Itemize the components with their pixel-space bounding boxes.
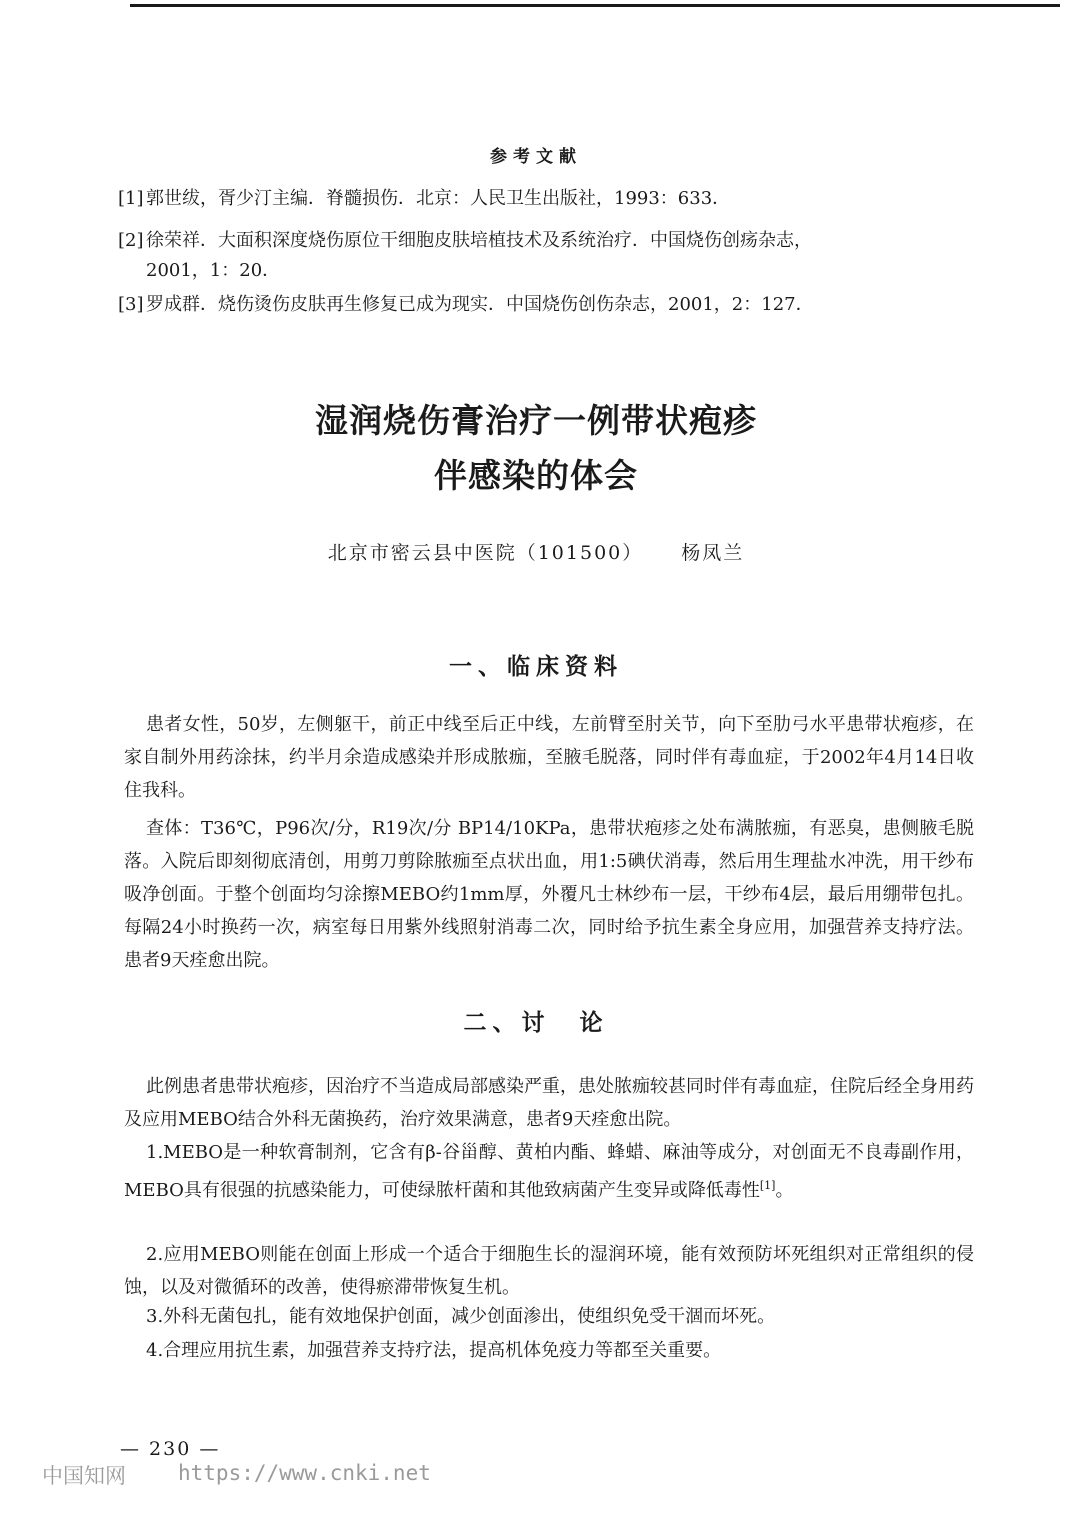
source-url[interactable]: https://www.cnki.net	[178, 1461, 431, 1485]
references-heading: 参考文献	[490, 147, 582, 167]
affiliation-line	[0, 538, 1072, 565]
section-heading-clinical-data: 一、临床资料	[449, 654, 623, 680]
affiliation: 北京市密云县中医院（101500）	[327, 542, 644, 564]
citation-marker: [1]	[759, 1179, 776, 1192]
section-heading-discussion: 二、讨 论	[463, 1010, 609, 1036]
point-text: 1.MEBO是一种软膏制剂，它含有β-谷甾醇、黄柏内酯、蜂蜡、麻油等成分，对创面无不良毒副作用，MEBO具有很强的抗感染能力，可使绿脓杆菌和其他致病菌产生变异或降低毒性	[124, 1142, 974, 1201]
reference-number: [3]	[118, 294, 144, 315]
discussion-point-2: 2.应用MEBO则能在创面上形成一个适合于细胞生长的湿润环境，能有效预防坏死组织对正常组织的侵蚀，以及对微循环的改善，使得瘀滞带恢复生机。	[124, 1244, 974, 1298]
point-end: 。	[775, 1180, 794, 1201]
discussion-point-4: 4.合理应用抗生素，加强营养支持疗法，提高机体免疫力等都至关重要。	[146, 1340, 722, 1361]
reference-text: 郭世绂，胥少汀主编．脊髓损伤．北京：人民卫生出版社，1993：633．	[146, 188, 731, 209]
reference-number: [1]	[118, 188, 144, 209]
reference-continuation: 2001，1：20．	[146, 260, 281, 281]
reference-number: [2]	[118, 230, 144, 251]
page-number: — 230 —	[120, 1438, 221, 1460]
body-paragraph: 患者女性，50岁，左侧躯干，前正中线至后正中线，左前臂至肘关节，向下至肋弓水平患带状疱疹，在家自制外用药涂抹，约半月余造成感染并形成脓痂，至腋毛脱落，同时伴有毒血症，于2002年4月14日收住我科。	[124, 714, 974, 801]
body-paragraph: 此例患者患带状疱疹，因治疗不当造成局部感染严重，患处脓痂较甚同时伴有毒血症，住院后经全身用药及应用MEBO结合外科无菌换药，治疗效果满意，患者9天痊愈出院。	[124, 1076, 974, 1130]
cnki-logo: 中国知网	[42, 1464, 126, 1488]
article-title-line-2: 伴感染的体会	[434, 456, 638, 495]
body-paragraph: 查体：T36℃，P96次/分，R19次/分 BP14/10KPa，患带状疱疹之处布满脓痂，有恶臭，患侧腋毛脱落。入院后即刻彻底清创，用剪刀剪除脓痂至点状出血，用1:5碘伏消毒，然后用生理盐水冲洗，用干纱布吸净创面。于整个创面均匀涂擦MEBO约1mm厚，外覆凡士林纱布一层，干纱布4层，最后用绷带包扎。每隔24小时换药一次，病室每日用紫外线照射消毒二次，同时给予抗生素全身应用，加强营养支持疗法。患者9天痊愈出院。	[124, 818, 974, 971]
discussion-point-1	[124, 1136, 974, 1207]
discussion-point-3: 3.外科无菌包扎，能有效地保护创面，减少创面渗出，使组织免受干涸而坏死。	[146, 1306, 776, 1327]
reference-item	[118, 226, 812, 256]
reference-item	[118, 290, 814, 320]
reference-text: 罗成群．烧伤烫伤皮肤再生修复已成为现实．中国烧伤创伤杂志，2001，2：127．	[146, 294, 814, 315]
reference-text: 徐荣祥．大面积深度烧伤原位干细胞皮肤培植技术及系统治疗．中国烧伤创疡杂志，	[146, 230, 812, 251]
top-rule	[130, 4, 1060, 7]
article-title-line-1: 湿润烧伤膏治疗一例带状疱疹	[315, 401, 757, 440]
author-name: 杨凤兰	[681, 542, 745, 564]
reference-item	[118, 184, 730, 214]
